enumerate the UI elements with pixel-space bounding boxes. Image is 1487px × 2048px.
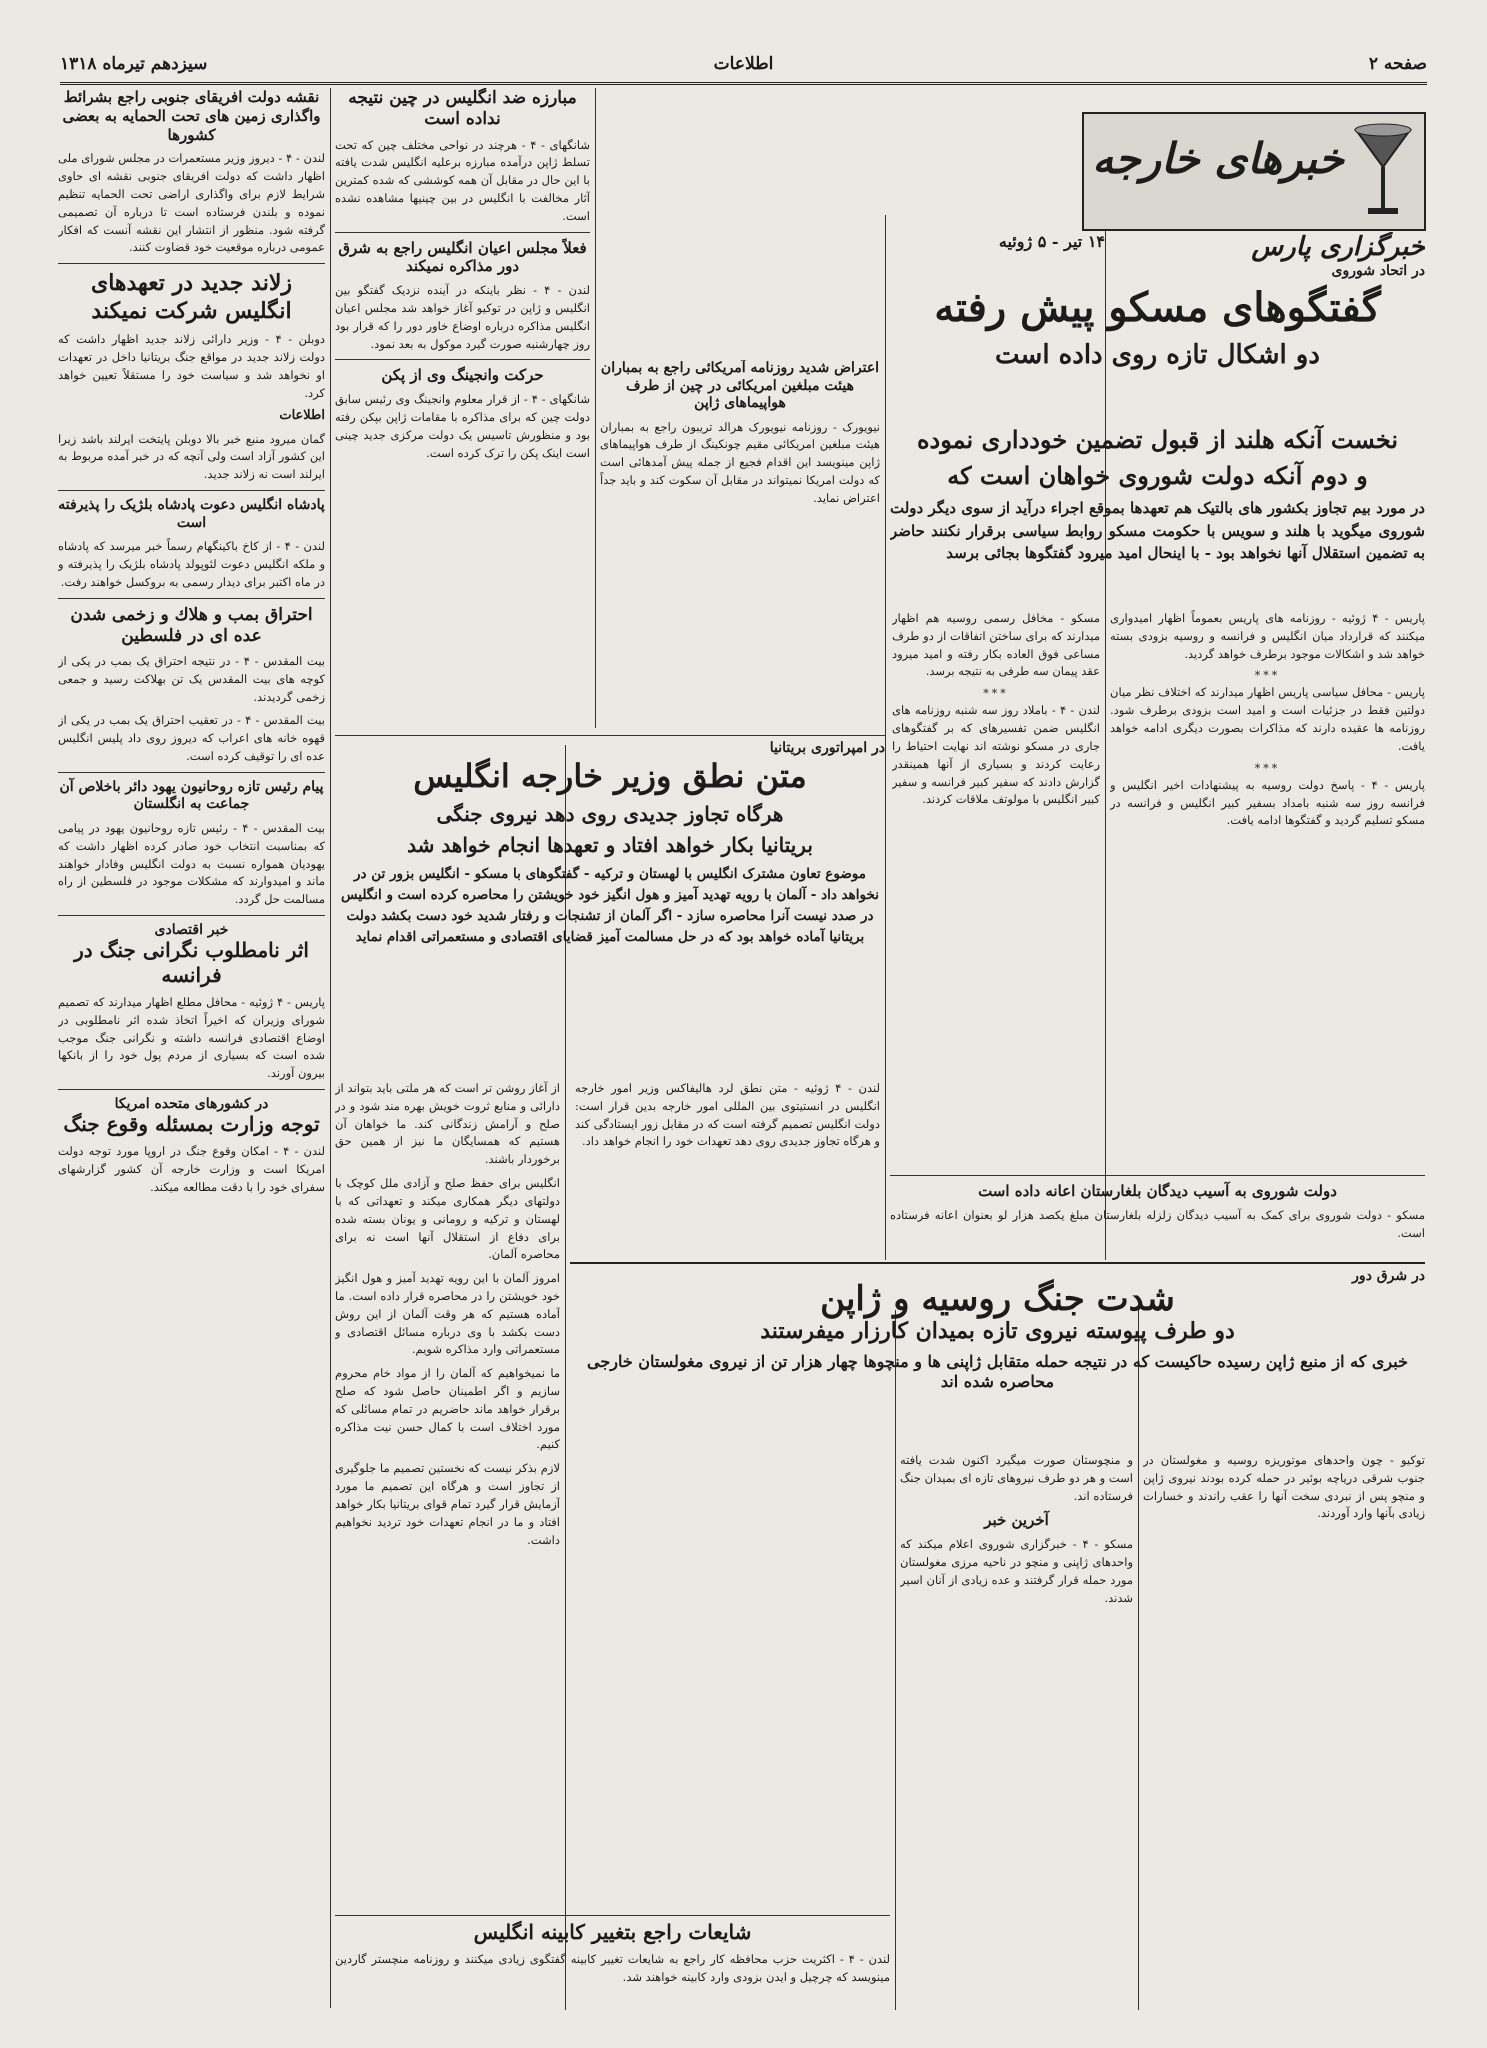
article-headline: احتراق بمب و هلاك و زخمی شدن عده ای در فلسطین [70, 604, 313, 646]
article-headline: اعتراض شدید روزنامه آمریکائی راجع به بمباران هیئت مبلغین امریکائی در چین از طرف هواپیماهای ژاپن [600, 360, 880, 411]
article-headline: فعلاً مجلس اعیان انگلیس راجع به شرق دور مذاکره نمیکند [338, 238, 587, 276]
far-east-body-middle [900, 1452, 1133, 2002]
editor-note-title: اطلاعات [279, 408, 325, 424]
article-paragraph: دوبلن - ۴ - وزیر دارائی زلاند جدید اظهار داشت که دولت زلاند جدید در مواقع جنگ بریتانیا داخل در تعهدات او نخواهد شد و سیاست خود را مستقلاً تعیین خواهد کرد. [58, 332, 325, 400]
moscow-body-right [1110, 610, 1425, 1170]
section-kicker: در اتحاد شوروی [1331, 263, 1425, 279]
article-paragraph: ما نمیخواهیم که آلمان را از مواد خام محروم سازیم و اگر اطمینان حاصل شود که صلح برقرار خواهد ماند حاضریم در تمام مسائلی که مورد اختلاف است با کمال حسن نیت مذاکره کنیم. [335, 1366, 560, 1452]
article-paragraph: لندن - ۴ ژوئیه - متن نطق لرد هالیفاکس وزیر امور خارجه انگلیس در انستیتوی بین المللی امور خارجه بدین قرار است: دولت انگلیس تصمیم گرفته است که در مقابل زور ایستادگی کند و هرگاه تجاوز جدیدی روی دهد تعهدات خود را انجام خواهد داد. [575, 1081, 880, 1149]
us-protest-article [600, 360, 880, 730]
article-paragraph: امروز آلمان با این رویه تهدید آمیز و هول انگیز خود خویشتن را در محاصره قرار داده است. ما آماده هستیم که هر وقت آلمان از این روش دست بکشد با وی درباره مسائل اقتصادی و مستعمراتی وارد مذاکره شویم. [335, 1271, 560, 1357]
main-headline: متن نطق وزیر خارجه انگلیس [413, 757, 807, 795]
moscow-body-left [892, 610, 1100, 1170]
article-paragraph: بیت المقدس - ۴ - در تعقیب احتراق یک بمب در یکی از قهوه خانه های اعراب که دیروز روی داد پلیس انگلیس عده ای را توقیف کرده است. [58, 713, 325, 764]
article-headline: زلاند جدید در تعهدهای انگلیس شرکت نمیکند [90, 270, 292, 324]
agency-date: ۱۴ تیر - ۵ ژوئیه [998, 232, 1105, 251]
article-paragraph: و منچوستان صورت میگیرد اکنون شدت یافته است و هر دو طرف نیروهای تازه ای بمیدان جنگ فرستاده اند. [900, 1453, 1133, 1503]
far-east-body-right [1143, 1452, 1425, 2002]
foreign-news-masthead [1082, 112, 1426, 231]
lead-paragraph: خبری که از منبع ژاپن رسیده حاکیست که در نتیجه حمله متقابل ژاپنی ها و منچوها چهار هزار تن از نیروی مغولستان خارجی محاصره شده اند [587, 1351, 1408, 1391]
halifax-heading [335, 735, 885, 1076]
far-east-subheads [570, 1318, 1425, 1448]
masthead-title: خبرهای خارجه [1092, 134, 1344, 183]
article-paragraph: پاریس - محافل سیاسی پاریس اظهار میدارند که اختلاف نظر میان دولتین فقط در جزئیات است و امید است بزودی برطرف شود. روزنامه ها عقیده دارند که مذاکرات بصورت دیگری ادامه خواهد یافت. [1110, 685, 1425, 753]
middle-top-column [335, 88, 590, 728]
separator: *** [1254, 761, 1281, 775]
main-headline: شدت جنگ روسیه و ژاپن [820, 1279, 1175, 1319]
article-paragraph: شانگهای - ۴ - از قرار معلوم وانجینگ وی رئیس سابق دولت چین که برای مذاکره با مقامات ژاپن بپکن رفته بود و منظورش تاسیس یک دولت مرکزی جدید چینی است اینک پکن را ترک کرده است. [335, 392, 590, 460]
halifax-body-right [575, 1080, 880, 1250]
article-paragraph: نیویورک - روزنامه نیویورک هرالد تریبون راجع به بمباران هیئت مبلغین امریکائی مقیم چونکینگ از طرف هواپیماهای ژاپن مینویسد این اقدام فجیع از جمله پیش آمدهائی است که دولت امریکا نمیتواند در مقابل آن سکوت کند و باید جداً اعتراض نماید. [600, 419, 880, 505]
article-headline: مبارزه ضد انگلیس در چین نتیجه نداده است [348, 88, 577, 130]
article-paragraph: شانگهای - ۴ - هرچند در نواحی مختلف چین که تحت تسلط ژاپن درآمده مبارزه برعلیه انگلیس شدت یافته با این حال در مقابل آن همه کوششی که شده کمترین آثار مخالفت با انگلیس در بین چینیها مشاهده نشده است. [335, 137, 590, 223]
article-headline: توجه وزارت بمسئله وقوع جنگ [63, 1112, 320, 1136]
article-paragraph: لندن - ۴ - نظر باینکه در آینده نزدیک گفتگو بین انگلیس و ژاپن در توکیو آغاز خواهد شد مجلس اعیان انگلیس مذاکره درباره اوضاع خاور دور را که قرار بود روز چهارشنبه صورت گیرد موکول به بعد نمود. [335, 283, 590, 351]
article-headline: نقشه دولت افریقای جنوبی راجع بشرائط واگذاری زمین های تحت الحمایه به بعضی کشورها [62, 88, 321, 144]
editor-note: گمان میرود منبع خبر بالا دوبلن پایتخت ایرلند باشد زیرا این کشور آزاد است ولی آنچه که در خبر آمده مربوط به ایرلند است نه زلاند جدید. [58, 431, 325, 482]
article-headline: دولت شوروی به آسیب دیدگان بلغارستان اعانه داده است [978, 1182, 1337, 1200]
page-number: صفحه ۲ [1368, 54, 1427, 74]
article-headline: پادشاه انگلیس دعوت پادشاه بلژیک را پذیرفته است [58, 497, 325, 531]
page-header [60, 52, 1427, 85]
article-paragraph: لندن - ۴ - اکثریت حزب محافظه کار راجع به شایعات تغییر کابینه گفتگوی زیادی میکنند و روزنامه منچستر گاردین مینویسد که چرچیل و ایدن بزودی وارد کابینه خواهند شد. [335, 1952, 890, 1984]
subheadline: نخست آنکه هلند از قبول تضمین خودداری نموده [916, 425, 1399, 454]
subheadline: دو اشکال تازه روی داده است [995, 340, 1320, 370]
separator: *** [983, 687, 1009, 701]
agency-name: خبرگزاری پارس [1251, 232, 1425, 262]
article-paragraph: از آغاز روشن تر است که هر ملتی باید بتواند از دارائی و منابع ثروت خویش بهره مند شود و در صلح و آرامش زندگانی کند. ما خواهان آن هستیم که همسایگان ما نیز از همین حق برخوردار باشند. [335, 1081, 560, 1167]
far-east-heading [570, 1262, 1425, 1319]
article-paragraph: پاریس - ۴ - پاسخ دولت روسیه به پیشنهادات اخیر انگلیس و فرانسه روز سه شنبه بامداد بسفیر کبیر انگلیس و فرانسه در مسکو تسلیم گردید و گفتگوها ادامه یافت. [1110, 777, 1425, 828]
article-paragraph: بیت المقدس - ۴ - رئیس تازه روحانیون یهود در پیامی که بمناسبت انتخاب خود صادر کرده اظهار داشت که یهودیان همواره نسبت به دولت انگلیس وفادار خواهند ماند و امیدوارند که مشکلات موجود در فلسطین از راه مسالمت حل گردد. [58, 820, 325, 907]
section-kicker: در شرق دور [1352, 1268, 1425, 1284]
soviet-bulgaria-article [890, 1175, 1425, 1256]
section-kicker: در امپراتوری بریتانیا [769, 740, 885, 756]
section-kicker: در کشورهای متحده امریکا [114, 1096, 269, 1112]
moscow-subheads [890, 425, 1425, 600]
article-paragraph: لازم بذکر نیست که نخستین تصمیم ما جلوگیری از تجاوز است و هرگاه این تصمیم ما مورد آزمایش قرار گیرد تمام قوای بریتانیا بکار خواهد افتاد و ما در انجام تعهدات خود تردید نخواهیم داشت. [335, 1461, 560, 1547]
article-paragraph: لندن - ۴ - باملاد روز سه شنبه روزنامه های انگلیس ضمن تفسیرهای که بر گفتگوهای جاری در مسکو نوشته اند نهایت احتیاط را رعایت کردند و بسیاری از آنها همینقدر گزارش دادند که سفیر کبیر فرانسه و سفیر کبیر انگلیس با مولوتف ملاقات کردند. [892, 703, 1100, 807]
article-headline: حرکت وانجینگ وی از پکن [381, 366, 544, 385]
article-paragraph: مسکو - مخافل رسمی روسیه هم اظهار میدارند که برای ساختن اتفاقات از دو طرف مساعی فوق العاده بکار رفته و امید میرود عقد پیمان سه طرفی به نتیجه برسد. [892, 611, 1100, 679]
newspaper-name: اطلاعات [713, 54, 774, 74]
column-rule [595, 88, 596, 728]
gramophone-icon [1348, 122, 1418, 217]
column-rule [330, 88, 331, 2008]
article-paragraph: لندن - ۴ - امکان وقوع جنگ در اروپا مورد توجه دولت امریکا است و وزارت خارجه آن کشور گزارشهای سفرای خود را با دقت مطالعه میکند. [58, 1144, 325, 1194]
last-news-title: آخرین خبر [984, 1511, 1049, 1530]
issue-date: سیزدهم تیرماه ۱۳۱۸ [60, 54, 208, 74]
lead-paragraph: موضوع تعاون مشترک انگلیس با لهستان و ترکیه - گفتگوهای با مسکو - انگلیس بزور تن در نخواهد داد - آلمان با رویه تهدید آمیز و هول انگیز خود خویشتن را محاصره کرده است و انگلیس در صدد نیست آنرا محاصره سازد - اگر آلمان از تشنجات و رفتار شدید خود دست بکشد دولت بریتانیا آماده خواهد بود که در حل مسالمت آمیز قضایای اقتصادی و مستعمراتی اقدام نماید [341, 866, 879, 945]
moscow-headline-block [890, 232, 1425, 422]
article-paragraph: انگلیس برای حفظ صلح و آزادی ملل کوچک با دولتهای دیگر همکاری میکند و تعهداتی که با لهستان و ترکیه و رومانی و یونان بسته شده برای دفاع از استقلال آنها است نه برای محاصره آلمان. [335, 1176, 560, 1262]
article-paragraph: لندن - ۴ - دیروز وزیر مستعمرات در مجلس شورای ملی اظهار داشت که دولت افریقای جنوبی نقشه ای حاوی شرایط لازم برای واگذاری اراضی تحت الحمایه تنظیم نموده و بلندن فرستاده است تا درباره آن تصمیمی گرفته شود. منظور از انتشار این نقشه آنست که افکار عمومی درباره موقعیت خود قضاوت کنند. [58, 151, 325, 255]
article-paragraph: مسکو - ۴ - خبرگزاری شوروی اعلام میکند که واحدهای ژاپنی و منچو در ناحیه مرزی مغولستان مورد حمله قرار گرفتند و عده زیادی از آنان اسیر شدند. [900, 1537, 1133, 1605]
article-paragraph: بیت المقدس - ۴ - در نتیجه احتراق یک بمب در یکی از کوچه های بیت المقدس یک تن بهلاکت رسید و جمعی زخمی گردیدند. [58, 654, 325, 704]
left-column [58, 88, 325, 2008]
lead-paragraph: در مورد بیم تجاوز بکشور های بالتیک هم تعهدها بموقع اجراء درآید از سوی دیگر دولت شوروی میگوید با هلند و سویس با حکومت مسکو روابط سیاسی برقرار نکنند حاضر به تضمین استقلال آنها نخواهد بود - با اینحال امید میرود گفتگوها بجائی برسد [890, 499, 1425, 562]
section-kicker: خبر اقتصادی [154, 921, 229, 938]
subheadline: دو طرف پیوسته نیروی تازه بمیدان کارزار میفرستند [760, 1318, 1235, 1344]
subheadline: بریتانیا بکار خواهد افتاد و تعهدها انجام خواهد شد [407, 833, 813, 857]
article-paragraph: مسکو - دولت شوروی برای کمک به آسیب دیدگان زلزله بلغارستان مبلغ یکصد هزار لو بعنوان اعانه فرستاده است. [890, 1207, 1425, 1240]
article-paragraph: پاریس - ۴ ژوئیه - محافل مطلع اظهار میدارند که تصمیم شورای وزیران که اخیراً اتخاذ شده اثر نامطلوبی در اوضاع اقتصادی فرانسه داشته و نگرانی جنگ موجب شده است که بسیاری از مردم پول خود را از بانکها بیرون آورند. [58, 994, 325, 1081]
article-paragraph: لندن - ۴ - از کاخ باکینگهام رسماً خبر میرسد که پادشاه و ملکه انگلیس دعوت لئوپولد پادشاه بلژیک را پذیرفته و در ماه اکتبر برای دیدار رسمی به بروکسل خواهند رفت. [58, 539, 325, 589]
subheadline: و دوم آنکه دولت شوروی خواهان است که [947, 461, 1368, 490]
article-headline: شایعات راجع بتغییر کابینه انگلیس [473, 1920, 752, 1944]
cabinet-article [335, 1915, 890, 2011]
article-headline: اثر نامطلوب نگرانی جنگ در فرانسه [74, 937, 309, 987]
halifax-body-left [335, 1080, 560, 1910]
main-headline: گفتگوهای مسکو پیش رفته [934, 284, 1381, 331]
article-headline: پیام رئیس تازه روحانیون یهود دائر باخلاص آن جماعت به انگلستان [59, 778, 324, 813]
column-rule [885, 215, 886, 1260]
subheadline: هرگاه تجاوز جدیدی روی دهد نیروی جنگی [436, 802, 784, 826]
article-paragraph: پاریس - ۴ ژوئیه - روزنامه های پاریس بعموماً اظهار امیدواری میکنند که قرارداد میان انگلیس و فرانسه و روسیه بزودی بسته خواهد شد و اشکالات موجود برطرف خواهد گردید. [1110, 611, 1425, 661]
separator: *** [1254, 669, 1281, 683]
article-paragraph: توکیو - چون واحدهای موتوریزه روسیه و مغولستان در جنوب شرقی دریاچه بوئیر در حمله کرده بودند نیروی ژاپن و منچو پس از نبردی سخت آنها را عقب راندند و خسارات زیادی بآنها وارد آوردند. [1143, 1453, 1425, 1521]
